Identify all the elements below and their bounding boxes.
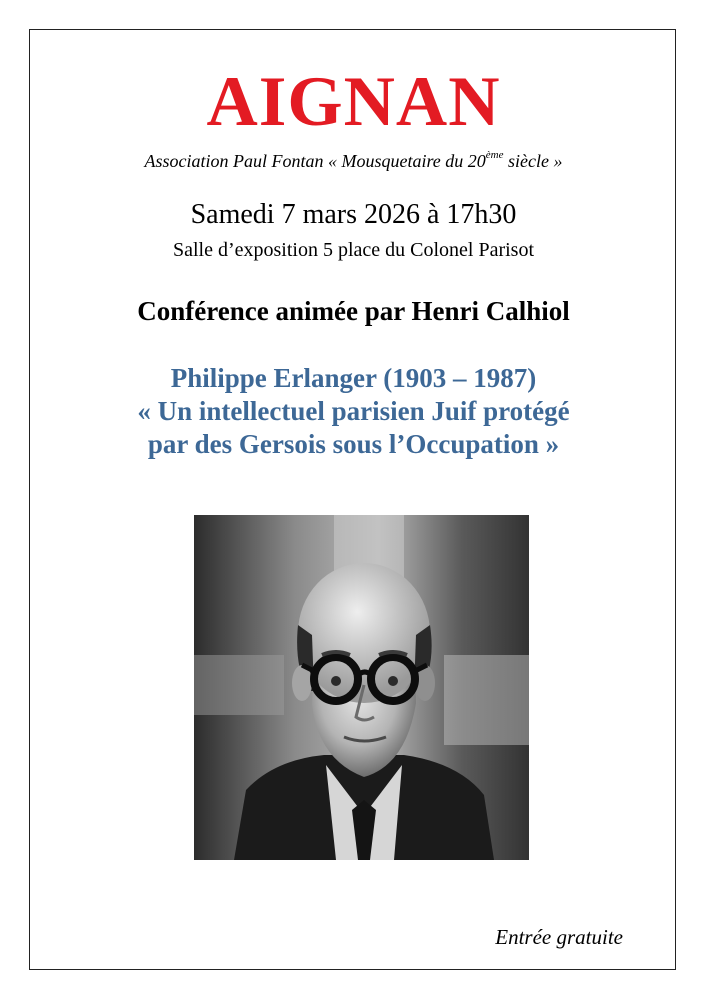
talk-title (0, 362, 707, 461)
event-venue: Salle d’exposition 5 place du Colonel Parisot (172, 239, 535, 261)
portrait-photo (194, 515, 529, 860)
talk-title-line-3: par des Gersois sous l’Occupation » (147, 429, 560, 459)
portrait-illustration (194, 515, 529, 860)
lecture-speaker: Conférence animée par Henri Calhiol (137, 296, 570, 326)
town-title: AIGNAN (206, 63, 501, 141)
association-text-before: Association Paul Fontan « Mousquetaire du 20 (144, 151, 486, 171)
talk-title-line-2: « Un intellectuel parisien Juif protégé (137, 396, 570, 426)
association-superscript: ème (485, 149, 504, 161)
association-line (0, 150, 707, 172)
event-date: Samedi 7 mars 2026 à 17h30 (190, 199, 517, 230)
admission-note: Entrée gratuite (495, 925, 623, 949)
talk-title-line-1: Philippe Erlanger (1903 – 1987) (170, 363, 537, 393)
association-text-after: siècle » (503, 151, 563, 171)
